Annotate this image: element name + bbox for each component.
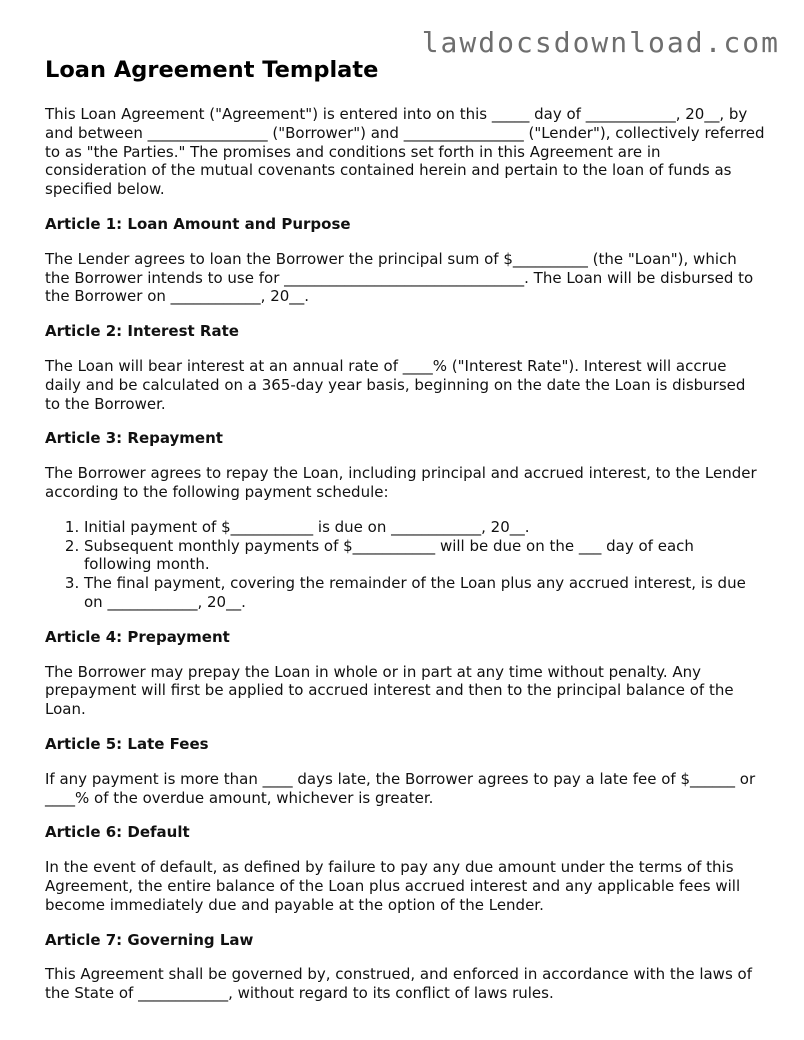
article-heading: Article 1: Loan Amount and Purpose — [45, 214, 351, 233]
article-5 — [45, 735, 765, 807]
article-body: In the event of default, as defined by failure to pay any due amount under the terms of this Agreement, the entire balance of the Loan plus accrued interest and any applicable fees will become immediately due and payable at the option of the Lender. — [45, 858, 741, 914]
article-heading: Article 2: Interest Rate — [45, 322, 239, 341]
list-item: 3. The final payment, covering the remainder of the Loan plus any accrued interest, is due on ____________, 20__. — [84, 574, 765, 612]
article-1 — [45, 215, 765, 306]
document-page — [45, 56, 765, 1019]
article-heading: Article 6: Default — [45, 823, 190, 842]
intro-paragraph: This Loan Agreement ("Agreement") is entered into on this _____ day of ____________, 20__, by and between ________________ ("Borrower") and ________________ ("Lender"), collectively referred to as "the Parties." The promises and conditions set forth in this Agreement are in consideration of the mutual covenants contained herein and pertain to the loan of funds as specified below. — [45, 105, 765, 199]
article-body: If any payment is more than ____ days late, the Borrower agrees to pay a late fee of $______ or ____% of the overdue amount, whichever is greater. — [45, 769, 756, 807]
article-7 — [45, 931, 765, 1003]
article-6 — [45, 823, 765, 914]
document-title: Loan Agreement Template — [45, 57, 379, 83]
article-body: The Borrower agrees to repay the Loan, including principal and accrued interest, to the Lender according to the following payment schedule: — [45, 464, 757, 501]
article-body: The Lender agrees to loan the Borrower the principal sum of $__________ (the "Loan"), which the Borrower intends to use for ________________________________. The Loan will be disbursed to the Borrower on ____________, 20__. — [45, 249, 754, 306]
article-2 — [45, 322, 765, 413]
article-body: The Loan will bear interest at an annual rate of ____% ("Interest Rate"). Interest will accrue daily and be calculated on a 365-day year basis, beginning on the date the Loan is disbursed to the Borrower. — [45, 356, 746, 413]
list-item: 2. Subsequent monthly payments of $___________ will be due on the ___ day of each following month. — [84, 537, 765, 575]
article-heading: Article 3: Repayment — [45, 429, 223, 448]
payment-schedule-list — [45, 518, 765, 612]
article-heading: Article 7: Governing Law — [45, 930, 254, 949]
article-4 — [45, 628, 765, 719]
article-heading: Article 4: Prepayment — [45, 627, 230, 646]
article-3 — [45, 429, 765, 611]
article-body: The Borrower may prepay the Loan in whole or in part at any time without penalty. Any prepayment will first be applied to accrued interest and then to the principal balance of the Loan. — [45, 662, 734, 719]
article-body: This Agreement shall be governed by, construed, and enforced in accordance with the laws of the State of ____________, without regard to its conflict of laws rules. — [45, 965, 752, 1003]
article-heading: Article 5: Late Fees — [45, 734, 209, 753]
watermark: lawdocsdownload.com — [421, 26, 780, 59]
list-item: 1. Initial payment of $___________ is due on ____________, 20__. — [84, 518, 765, 537]
